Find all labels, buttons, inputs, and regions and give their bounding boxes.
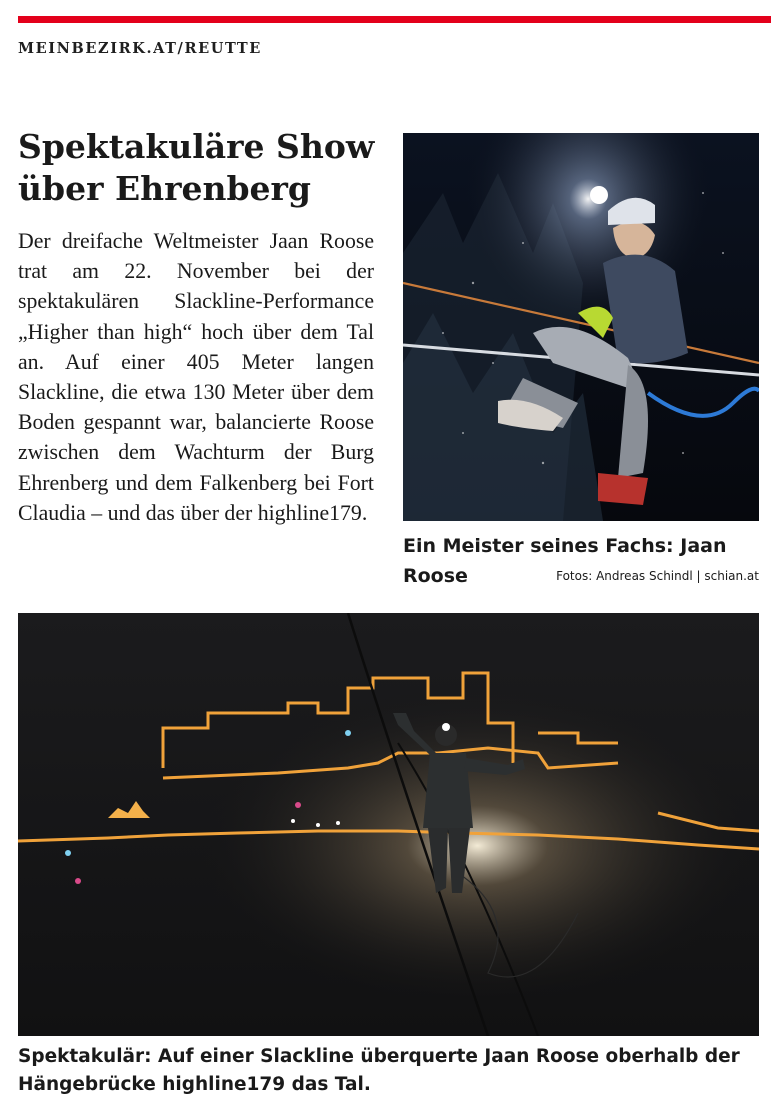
photo-credit: Fotos: Andreas Schindl | schian.at: [556, 569, 759, 583]
section-label: MEINBEZIRK.AT/REUTTE: [18, 40, 262, 57]
article-body: Der dreifache Weltmeister Jaan Roose trat am 22. November bei der spektakulären Slackline-Performance „Higher than high“ hoch über dem Tal an. Auf einer 405 Meter langen Slackline, die etwa 130 Meter über dem Boden gespannt war, balancierte Roose zwischen dem Wachturm der Burg Ehrenberg und dem Falkenberg bei Fort Claudia – und das über der highline179.: [18, 229, 374, 525]
article-headline: Spektakuläre Show über Ehrenberg: [18, 127, 375, 208]
top-accent-rule: [18, 16, 771, 23]
photo-bottom-caption: Spektakulär: Auf einer Slackline überquerte Jaan Roose oberhalb der Hängebrücke highline179 das Tal.: [18, 1046, 740, 1095]
photo-athlete-sitting: [403, 133, 759, 521]
photo-top-caption: Ein Meister seines Fachs: Jaan Roose: [403, 535, 727, 587]
photo-athlete-walking: [18, 613, 759, 1036]
